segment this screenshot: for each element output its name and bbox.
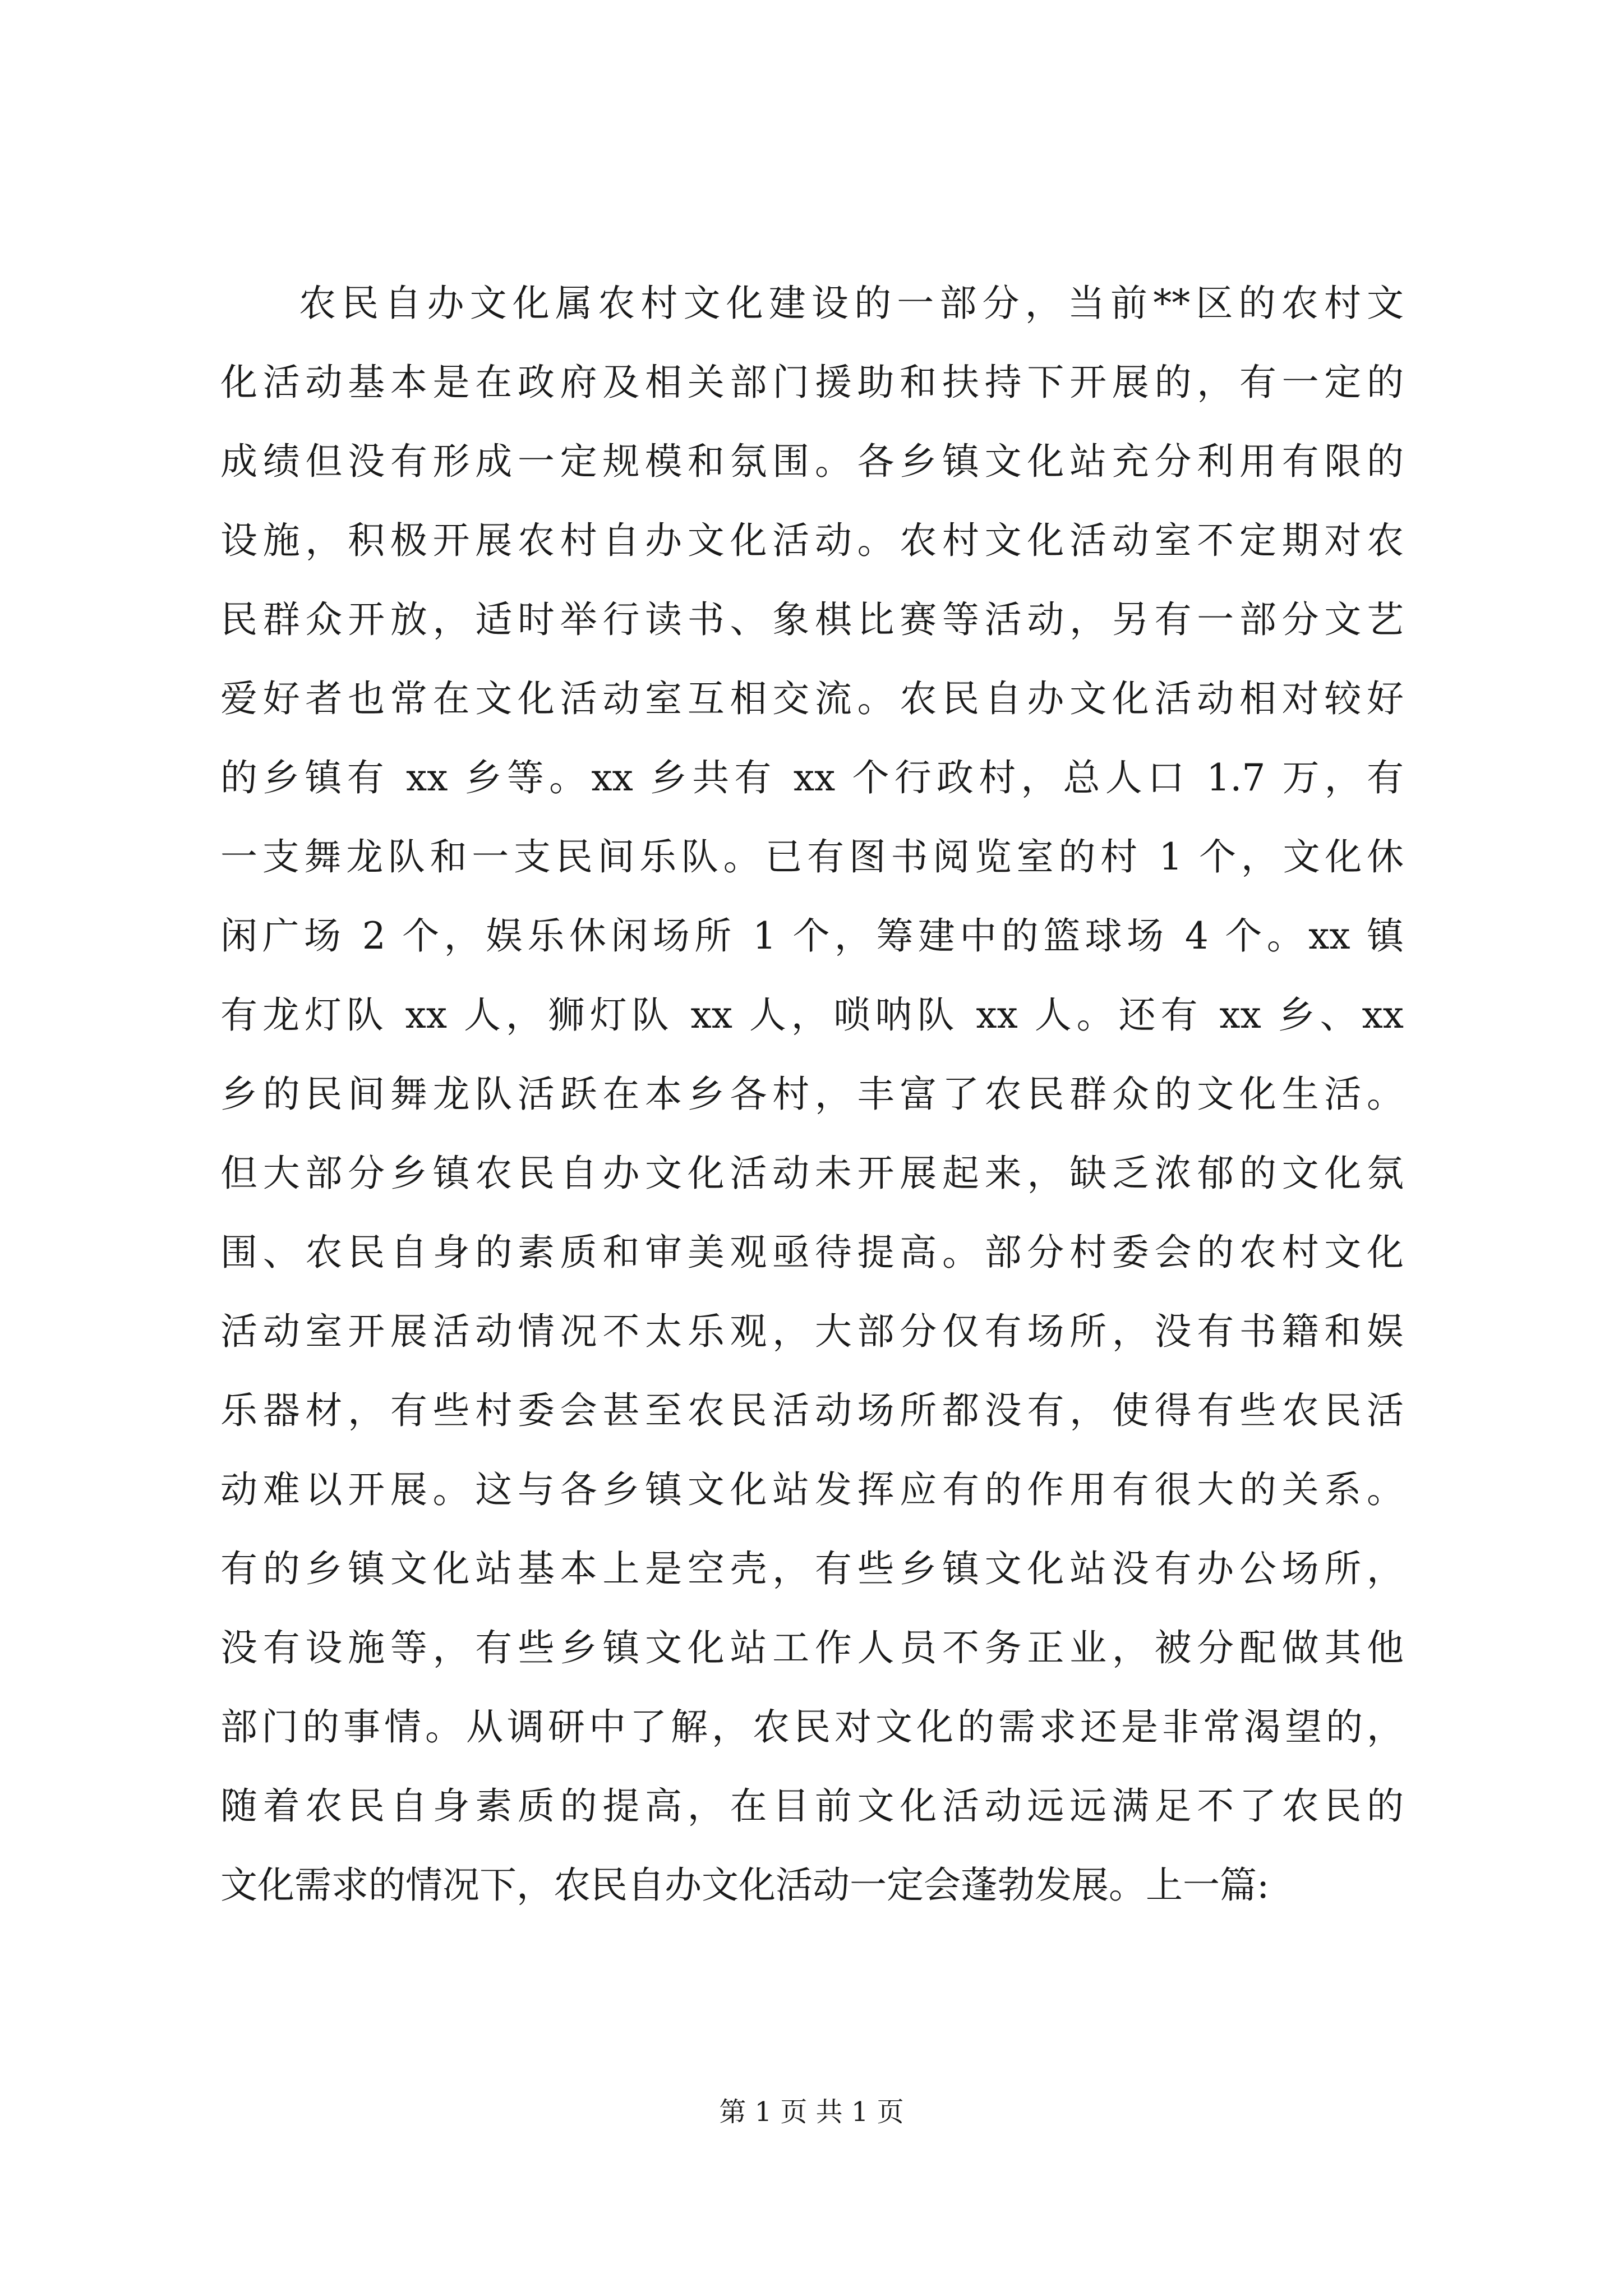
body-paragraph [220,264,1404,1925]
paragraph-line: 乐器材，有些村委会甚至农民活动场所都没有，使得有些农民活 [220,1389,1404,1432]
paragraph-line: 农民自办文化属农村文化建设的一部分，当前**区的农村文 [299,282,1404,325]
paragraph-line: 乡的民间舞龙队活跃在本乡各村，丰富了农民群众的文化生活。 [220,1073,1404,1116]
paragraph-line: 成绩但没有形成一定规模和氛围。各乡镇文化站充分利用有限的 [220,440,1404,483]
paragraph-line: 有龙灯队 xx 人，狮灯队 xx 人，唢呐队 xx 人。还有 xx 乡、xx [220,993,1404,1037]
paragraph-line: 的乡镇有 xx 乡等。xx 乡共有 xx 个行政村，总人口 1.7 万，有 [220,756,1404,799]
paragraph-line: 民群众开放，适时举行读书、象棋比赛等活动，另有一部分文艺 [220,598,1404,641]
paragraph-line: 一支舞龙队和一支民间乐队。已有图书阅览室的村 1 个，文化休 [220,835,1404,878]
paragraph-line: 但大部分乡镇农民自办文化活动未开展起来，缺乏浓郁的文化氛 [220,1152,1404,1195]
page-footer: 第 1 页 共 1 页 [719,2096,904,2128]
paragraph-line: 有的乡镇文化站基本上是空壳，有些乡镇文化站没有办公场所， [220,1547,1404,1590]
paragraph-line: 爱好者也常在文化活动室互相交流。农民自办文化活动相对较好 [220,677,1404,720]
paragraph-line: 动难以开展。这与各乡镇文化站发挥应有的作用有很大的关系。 [220,1468,1404,1511]
paragraph-line: 部门的事情。从调研中了解，农民对文化的需求还是非常渴望的， [220,1705,1404,1749]
paragraph-line: 没有设施等，有些乡镇文化站工作人员不务正业，被分配做其他 [220,1626,1404,1669]
paragraph-line: 活动室开展活动情况不太乐观，大部分仅有场所，没有书籍和娱 [220,1310,1404,1353]
paragraph-line: 闲广场 2 个，娱乐休闲场所 1 个，筹建中的篮球场 4 个。xx 镇 [220,914,1404,958]
paragraph-line: 文化需求的情况下，农民自办文化活动一定会蓬勃发展。上一篇: [220,1864,1270,1907]
paragraph-line: 随着农民自身素质的提高，在目前文化活动远远满足不了农民的 [220,1784,1404,1828]
paragraph-line: 化活动基本是在政府及相关部门援助和扶持下开展的，有一定的 [220,361,1404,404]
paragraph-line: 围、农民自身的素质和审美观亟待提高。部分村委会的农村文化 [220,1231,1404,1274]
paragraph-line: 设施，积极开展农村自办文化活动。农村文化活动室不定期对农 [220,519,1404,562]
